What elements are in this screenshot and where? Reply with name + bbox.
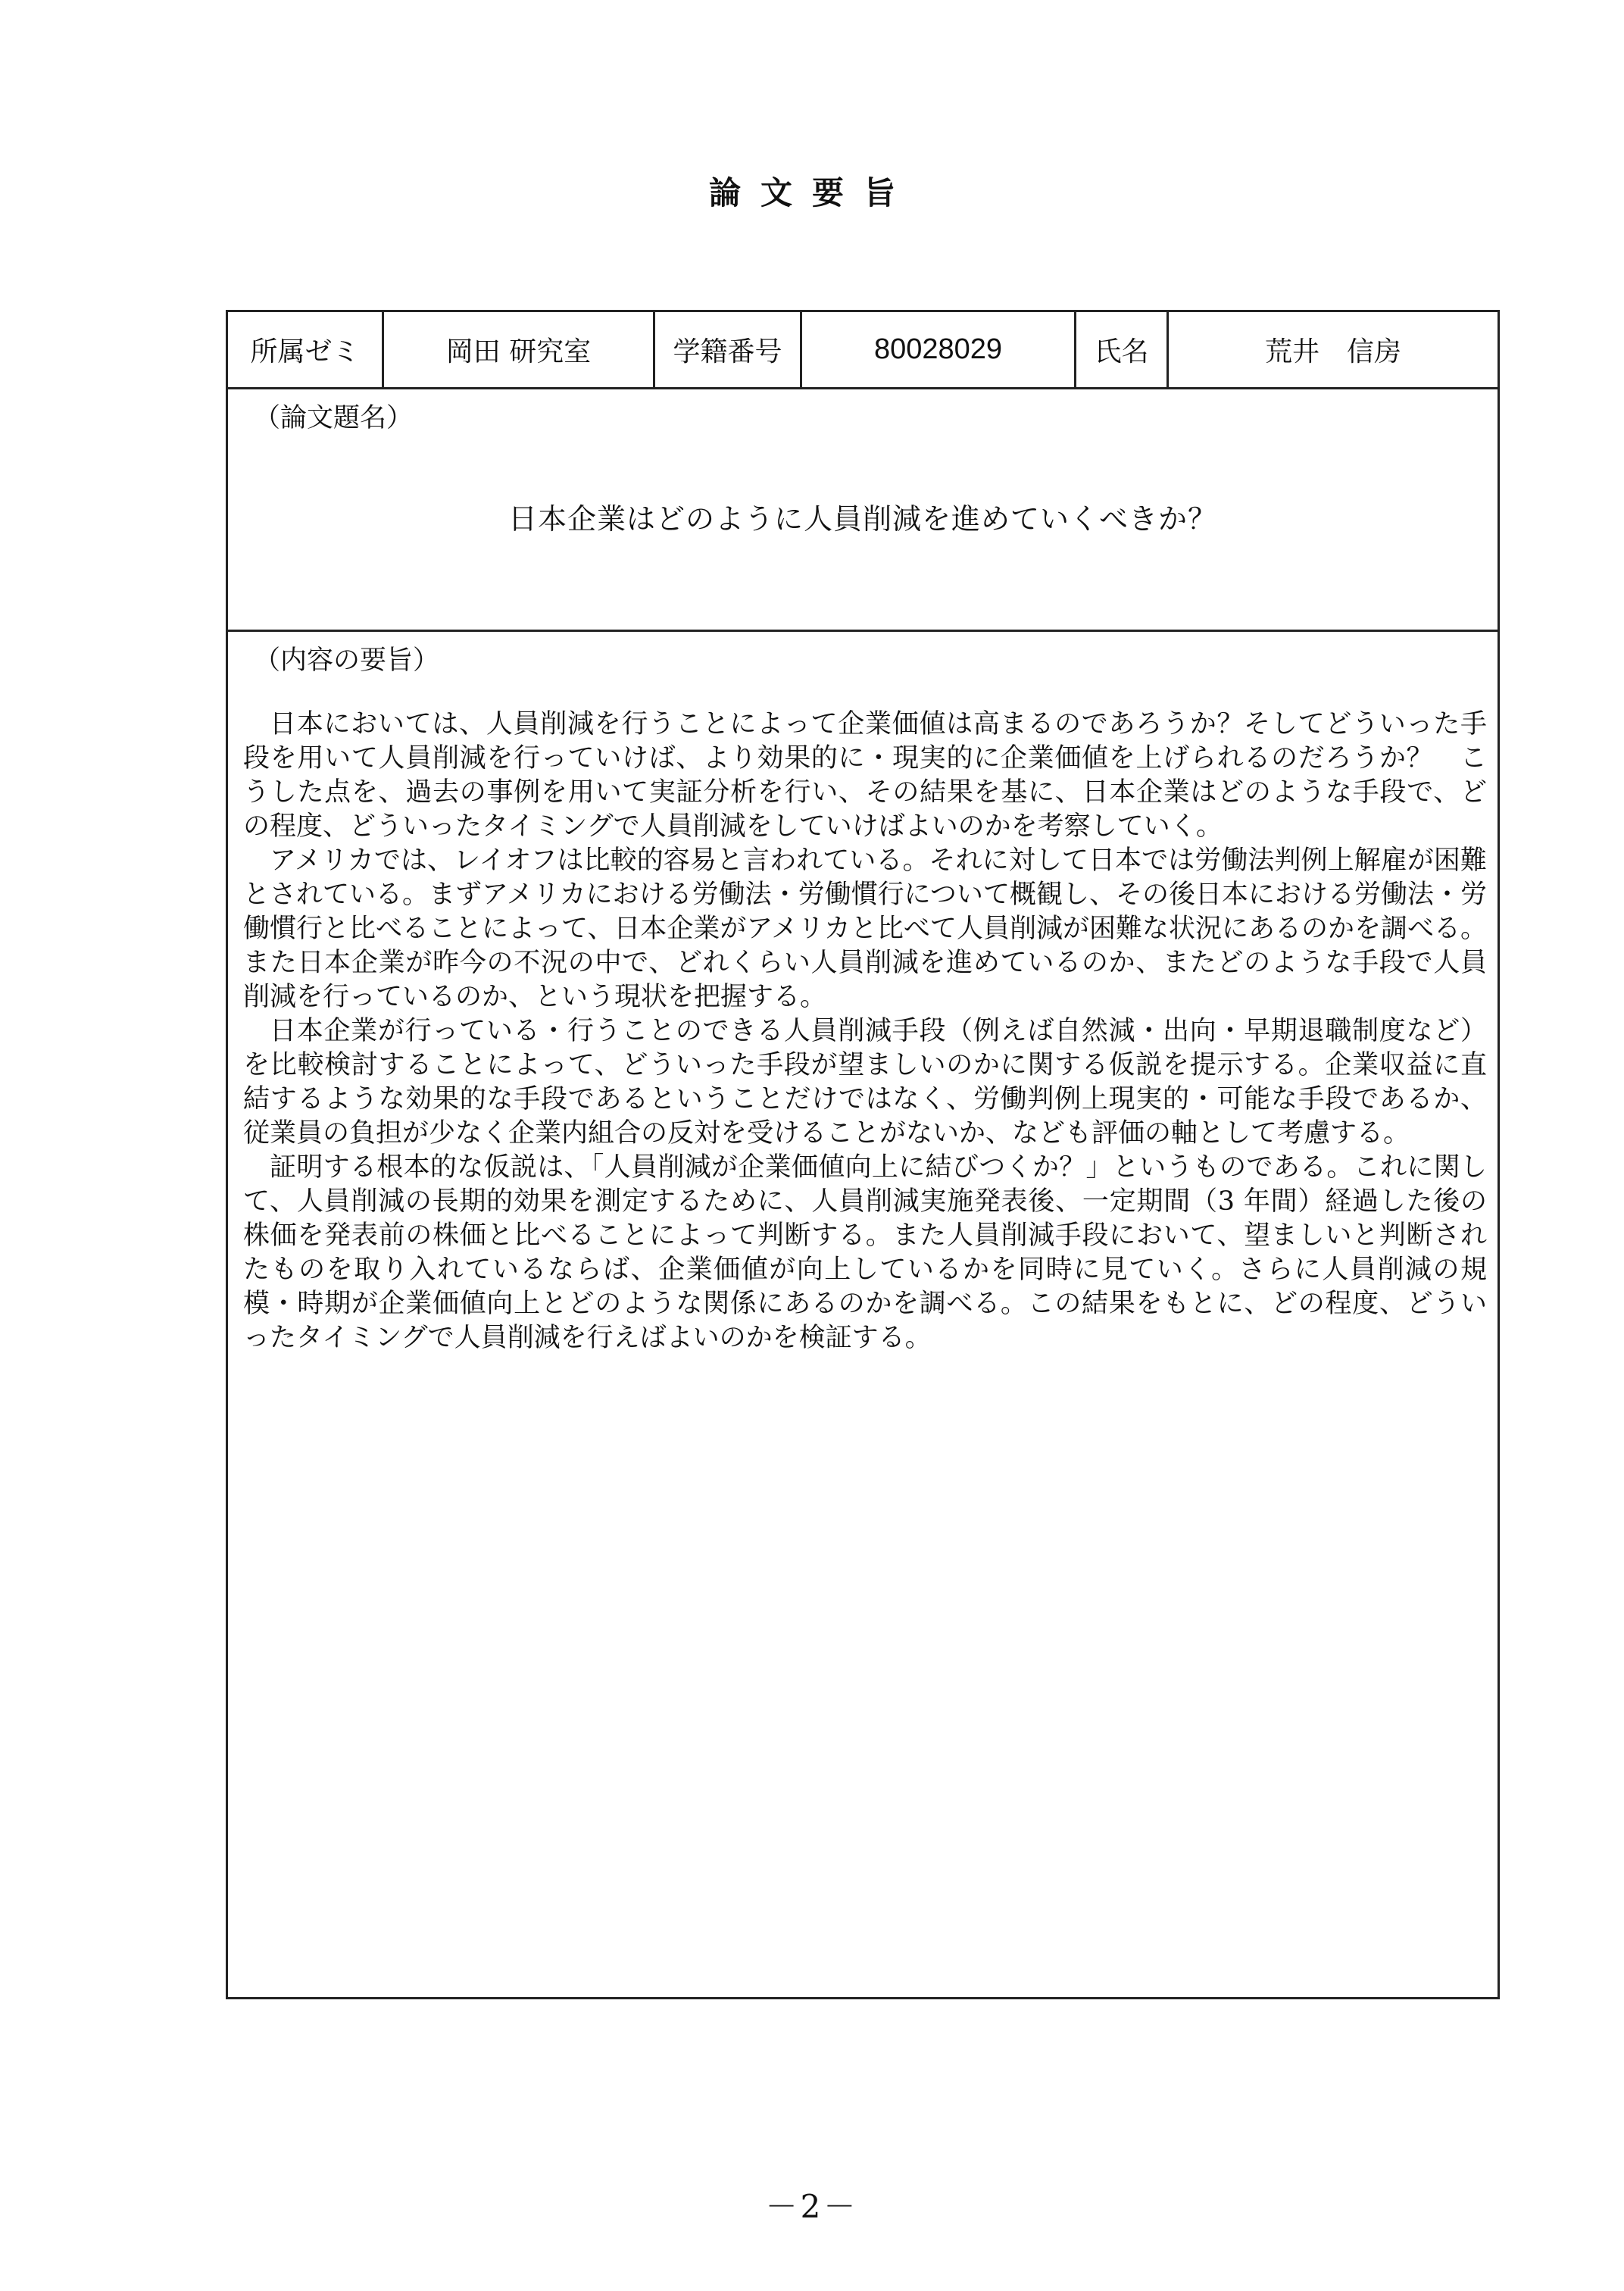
summary-paragraph: 日本においては、人員削減を行うことによって企業価値は高まるのであろうか？そしてどういった手段を用いて人員削減を行っていけば、より効果的に・現実的に企業価値を上げられるのだろうか？ こうした点を、過去の事例を用いて実証分析を行い、その結果を基に、日本企業はどのような手段で、どの程度、どういったタイミングで人員削減をしていけばよいのかを考察していく。 [243,709,1487,842]
abstract-form [226,310,1500,1999]
summary-paragraph: 日本企業が行っている・行うことのできる人員削減手段（例えば自然減・出向・早期退職制度など）を比較検討することによって、どういった手段が望ましいのかに関する仮説を提示する。企業収益に直結するような効果的な手段であるということだけではなく、労働判例上現実的・可能な手段であるか、従業員の負担が少なく企業内組合の反対を受けることがないか、なども評価の軸として考慮する。 [243,1016,1487,1149]
thesis-title: 日本企業はどのように人員削減を進めていくべきか？ [508,502,1217,536]
header-row [228,312,1498,389]
summary-section [228,632,1498,1997]
seminar-label: 所属ゼミ [228,312,384,387]
name-label: 氏名 [1076,312,1169,387]
summary-paragraph: 証明する根本的な仮説は、「人員削減が企業価値向上に結びつくか？」というものである。これに関して、人員削減の長期的効果を測定するために、人員削減実施発表後、一定期間（3 年間）経過した後の株価を発表前の株価と比べることによって判断する。また人員削減手段において、望ましいと判断されたものを取り入れているならば、企業価値が向上しているかを同時に見ていく。さらに人員削減の規模・時期が企業価値向上とどのような関係にあるのかを調べる。この結果をもとに、どの程度、どういったタイミングで人員削減を行えばよいのかを検証する。 [243,1152,1487,1353]
seminar-value: 岡田 研究室 [384,312,655,387]
thesis-title-label: （論文題名） [254,403,414,433]
student-id-value: 80028029 [802,312,1076,387]
student-id-label: 学籍番号 [655,312,802,387]
page-number: －2－ [765,2188,859,2225]
summary-body [243,708,1487,1355]
page-title: 論文要旨 [708,174,915,211]
summary-label: （内容の要旨） [254,645,440,676]
summary-paragraph: アメリカでは、レイオフは比較的容易と言われている。それに対して日本では労働法判例上解雇が困難とされている。まずアメリカにおける労働法・労働慣行について概観し、その後日本における労働法・労働慣行と比べることによって、日本企業がアメリカと比べて人員削減が困難な状況にあるのかを調べる。また日本企業が昨今の不況の中で、どれくらい人員削減を進めているのか、またどのような手段で人員削減を行っているのか、という現状を把握する。 [243,845,1487,1012]
thesis-title-section [228,389,1498,632]
name-value: 荒井 信房 [1264,336,1401,367]
